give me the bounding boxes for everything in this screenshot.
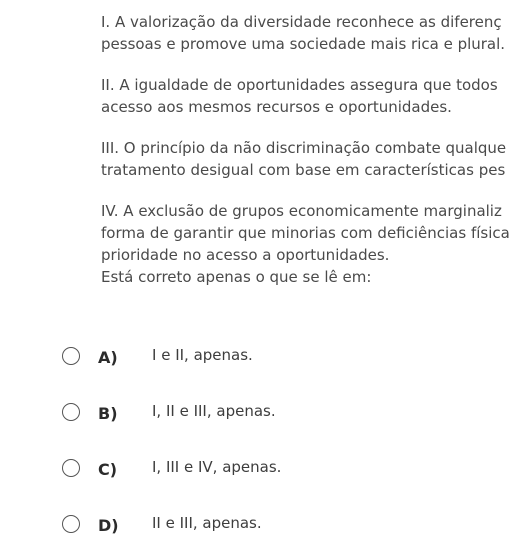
statement-line: prioridade no acesso a oportunidades. [101, 246, 390, 264]
statement-4 [101, 200, 530, 266]
question-prompt: Está correto apenas o que se lê em: [101, 268, 372, 286]
statement-line: II. A igualdade de oportunidades assegura que todos [101, 76, 498, 94]
question-statements [101, 11, 530, 288]
radio-button-d[interactable] [62, 515, 80, 533]
statement-line: pessoas e promove uma sociedade mais rica e plural. [101, 35, 506, 53]
option-letter: A) [98, 348, 118, 367]
option-d[interactable] [62, 511, 522, 537]
radio-button-a[interactable] [62, 347, 80, 365]
statement-line: III. O princípio da não discriminação combate qualque [101, 139, 507, 157]
statement-line: tratamento desigual com base em características pes [101, 161, 506, 179]
statement-line: forma de garantir que minorias com deficiências física [101, 224, 510, 242]
statement-1 [101, 11, 530, 55]
option-letter: C) [98, 460, 118, 479]
statement-line: acesso aos mesmos recursos e oportunidades. [101, 98, 452, 116]
option-a[interactable] [62, 343, 522, 369]
option-letter: D) [98, 516, 119, 535]
option-c[interactable] [62, 455, 522, 481]
statement-2 [101, 74, 530, 118]
option-letter: B) [98, 404, 118, 423]
statement-line: I. A valorização da diversidade reconhece as diferenç [101, 13, 502, 31]
option-text: II e III, apenas. [152, 514, 262, 532]
option-text: I, III e IV, apenas. [152, 458, 282, 476]
option-b[interactable] [62, 399, 522, 425]
option-text: I, II e III, apenas. [152, 402, 276, 420]
statement-line: IV. A exclusão de grupos economicamente marginaliz [101, 202, 502, 220]
option-text: I e II, apenas. [152, 346, 253, 364]
radio-button-b[interactable] [62, 403, 80, 421]
radio-button-c[interactable] [62, 459, 80, 477]
statement-3 [101, 137, 530, 181]
